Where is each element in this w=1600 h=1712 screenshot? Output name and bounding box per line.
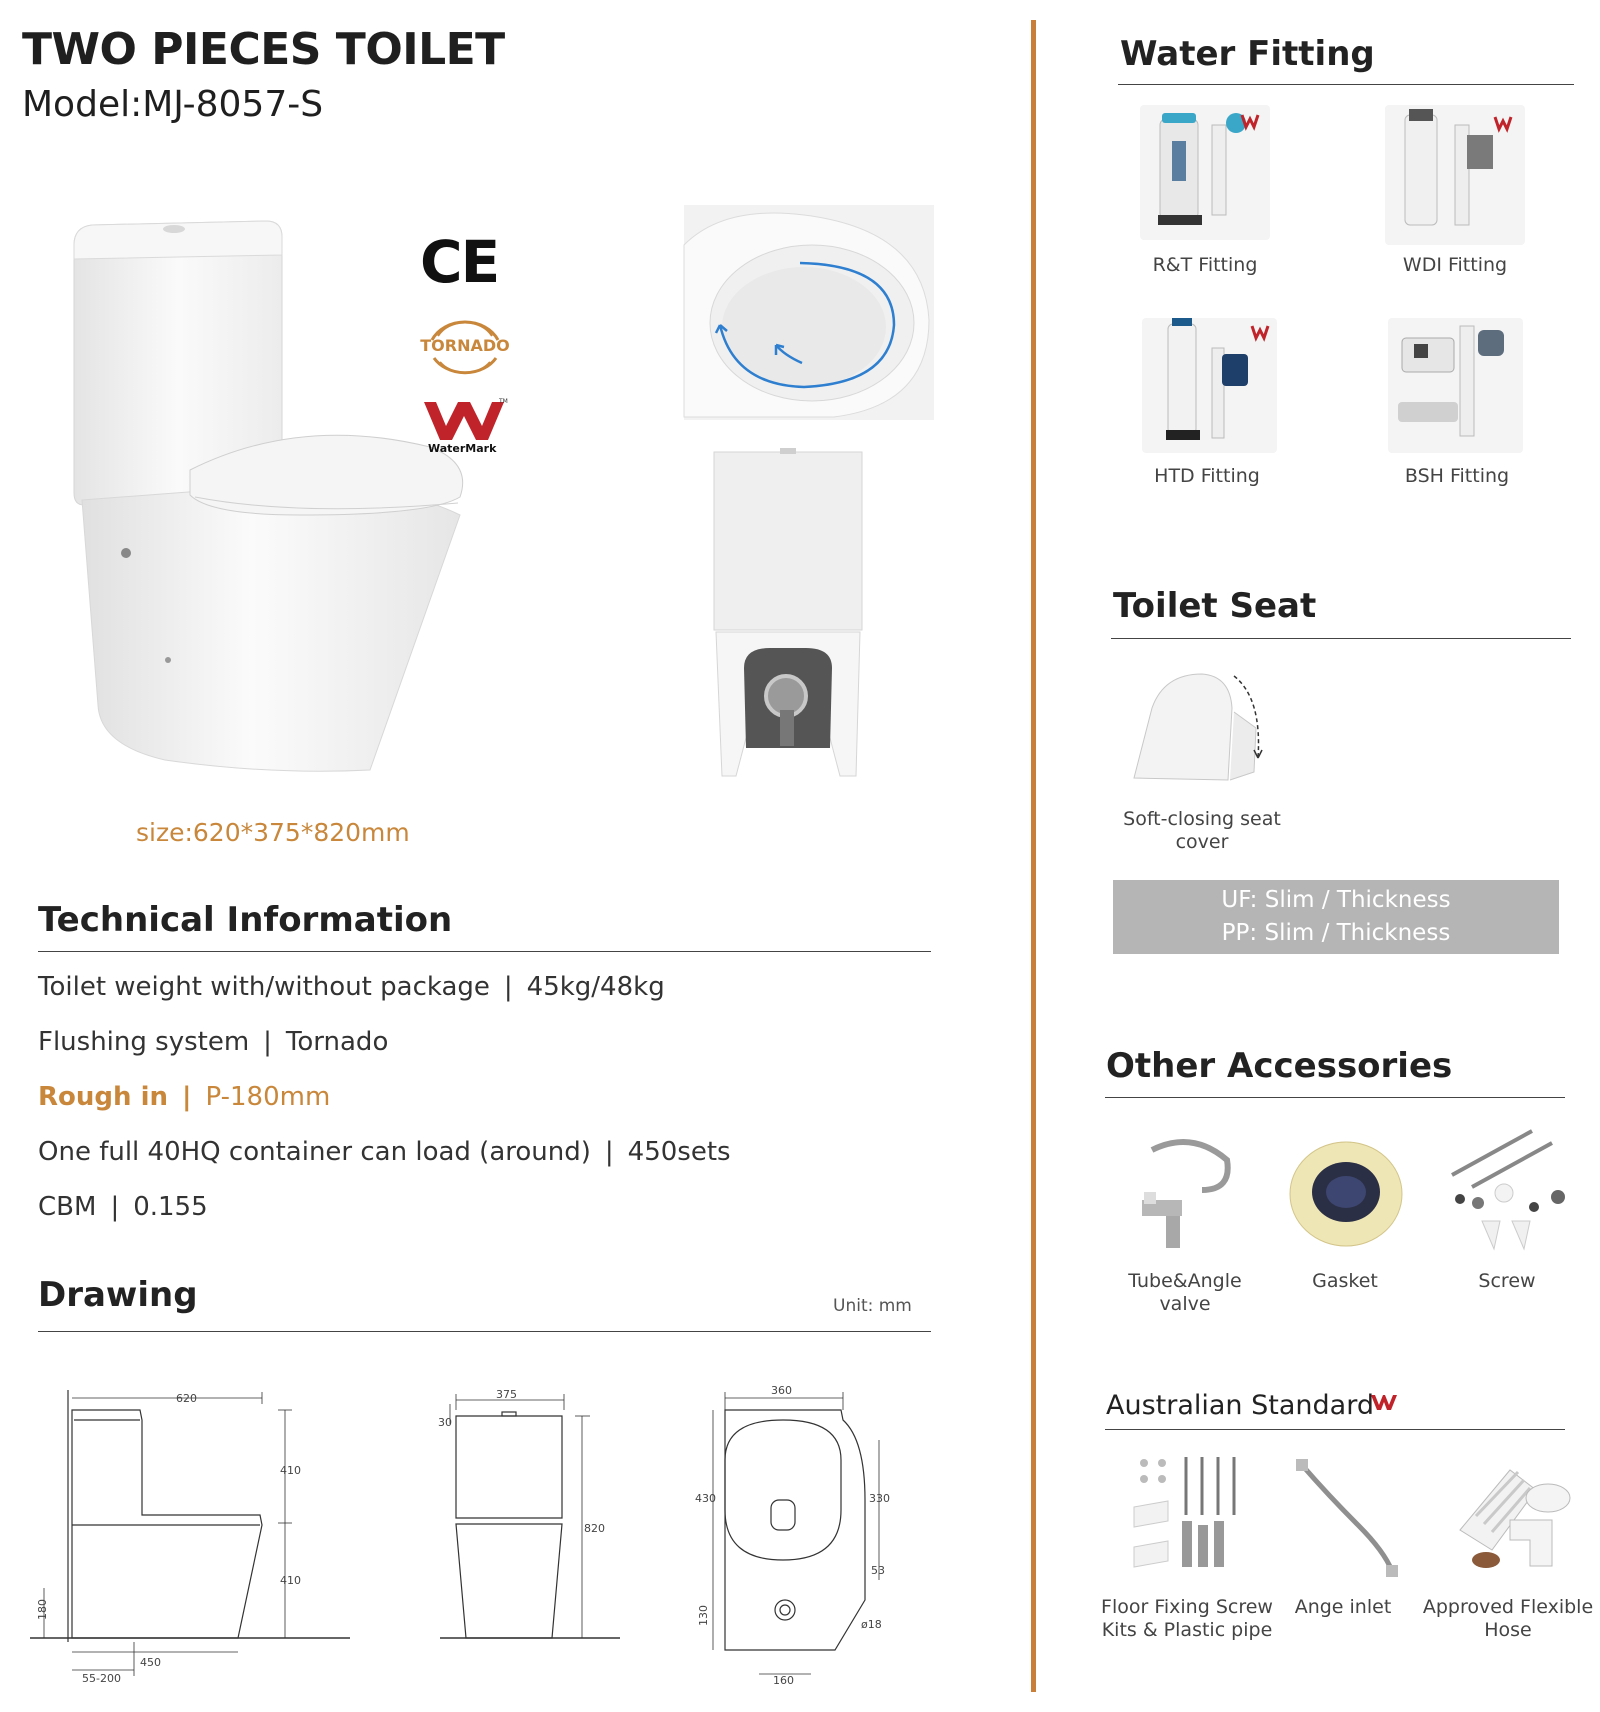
flexible-hose-icon (1440, 1450, 1580, 1580)
seat-option-uf: UF: Slim / Thickness (1221, 887, 1451, 913)
spec-label: CBM (38, 1192, 97, 1222)
tornado-text: TORNADO (420, 336, 510, 355)
dim-front-top: 30 (438, 1416, 452, 1429)
dim-top-offset: 53 (871, 1564, 885, 1577)
spec-separator: | (263, 1027, 272, 1057)
watermark-text: WaterMark (428, 442, 497, 455)
tube-angle-valve-label: Tube&Angle valve (1128, 1270, 1242, 1315)
tornado-logo (420, 306, 510, 382)
bowl-top-view-image (684, 205, 934, 420)
dim-side-range: 55-200 (82, 1672, 121, 1685)
watermark-w-icon (422, 400, 506, 442)
seat-options-box (1113, 880, 1559, 954)
spec-row-container (38, 1137, 731, 1167)
australian-standard-rule (1105, 1429, 1565, 1430)
soft-close-seat-label: Soft-closing seat cover (1123, 808, 1281, 853)
bsh-fitting-icon (1388, 318, 1523, 453)
htd-fitting-label: HTD Fitting (1154, 465, 1260, 487)
toilet-product-image (70, 215, 480, 775)
drawing-rule (38, 1331, 931, 1332)
column-divider (1031, 20, 1036, 1692)
top-plan-drawing (685, 1384, 915, 1690)
spec-row-cbm (38, 1192, 208, 1222)
spec-separator: | (503, 972, 513, 1002)
spec-label: Toilet weight with/without package (38, 972, 490, 1002)
australian-standard-title: Australian Standard (1106, 1390, 1374, 1421)
seat-option-pp: PP: Slim / Thickness (1221, 920, 1451, 946)
technical-info-title: Technical Information (38, 900, 453, 940)
dim-side-base: 180 (36, 1599, 49, 1620)
dim-top-hole: ø18 (861, 1618, 882, 1631)
dim-top-right: 330 (869, 1492, 890, 1505)
spec-value: P-180mm (205, 1082, 331, 1112)
spec-value: 45kg/48kg (526, 972, 665, 1002)
dim-front-width: 375 (496, 1388, 517, 1401)
model-number: Model:MJ-8057-S (22, 84, 324, 125)
water-fitting-title: Water Fitting (1120, 34, 1375, 74)
toilet-back-view-image (710, 448, 866, 778)
dim-top-base: 160 (773, 1674, 794, 1687)
dim-top-outlet: 130 (697, 1605, 710, 1626)
side-elevation-drawing (30, 1380, 350, 1685)
dim-front-height: 820 (584, 1522, 605, 1535)
product-size: size:620*375*820mm (136, 818, 410, 847)
rt-fitting-icon (1140, 105, 1270, 240)
spec-separator: | (110, 1192, 120, 1222)
floor-fixing-kit-icon (1122, 1455, 1252, 1575)
spec-row-weight (38, 972, 665, 1002)
rt-fitting-label: R&T Fitting (1152, 254, 1258, 276)
technical-info-rule (38, 951, 931, 952)
dim-side-width: 620 (176, 1392, 197, 1405)
toilet-seat-rule (1111, 638, 1571, 639)
screw-icon (1442, 1125, 1577, 1255)
spec-label: Rough in (38, 1082, 168, 1112)
htd-fitting-icon (1142, 318, 1277, 453)
dim-side-upper: 410 (280, 1464, 301, 1477)
spec-separator: | (604, 1137, 614, 1167)
bsh-fitting-label: BSH Fitting (1404, 465, 1510, 487)
water-fitting-rule (1118, 84, 1574, 85)
soft-close-seat-icon (1122, 668, 1272, 788)
spec-row-flushing (38, 1027, 388, 1057)
wdi-fitting-label: WDI Fitting (1402, 254, 1508, 276)
dim-side-depth: 450 (140, 1656, 161, 1669)
ce-mark-icon: CE (420, 228, 499, 296)
ange-inlet-label: Ange inlet (1294, 1596, 1392, 1618)
watermark-tm: TM (499, 398, 508, 405)
other-accessories-rule (1105, 1097, 1565, 1098)
gasket-label: Gasket (1312, 1270, 1378, 1292)
dim-top-width: 360 (771, 1384, 792, 1397)
drawing-title: Drawing (38, 1275, 198, 1315)
dim-side-lower: 410 (280, 1574, 301, 1587)
other-accessories-title: Other Accessories (1106, 1046, 1453, 1086)
wdi-fitting-icon (1385, 105, 1525, 245)
spec-separator: | (182, 1082, 192, 1112)
watermark-logo (422, 400, 512, 460)
ange-inlet-icon (1288, 1455, 1413, 1580)
spec-value: Tornado (285, 1027, 389, 1057)
tube-angle-valve-icon (1122, 1130, 1247, 1255)
spec-label: Flushing system (38, 1027, 250, 1057)
watermark-small-icon (1370, 1394, 1398, 1412)
spec-row-rough-in (38, 1082, 330, 1112)
floor-fixing-kit-label: Floor Fixing Screw Kits & Plastic pipe (1101, 1596, 1273, 1641)
spec-value: 0.155 (133, 1192, 208, 1222)
spec-value: 450sets (627, 1137, 731, 1167)
gasket-icon (1284, 1130, 1409, 1255)
front-elevation-drawing (440, 1380, 620, 1660)
flexible-hose-label: Approved Flexible Hose (1422, 1596, 1594, 1641)
screw-label: Screw (1478, 1270, 1536, 1292)
spec-label: One full 40HQ container can load (around) (38, 1137, 591, 1167)
dim-top-left: 430 (695, 1492, 716, 1505)
drawing-unit: Unit: mm (833, 1296, 912, 1316)
page-title: TWO PIECES TOILET (22, 24, 505, 75)
toilet-seat-title: Toilet Seat (1113, 586, 1317, 626)
